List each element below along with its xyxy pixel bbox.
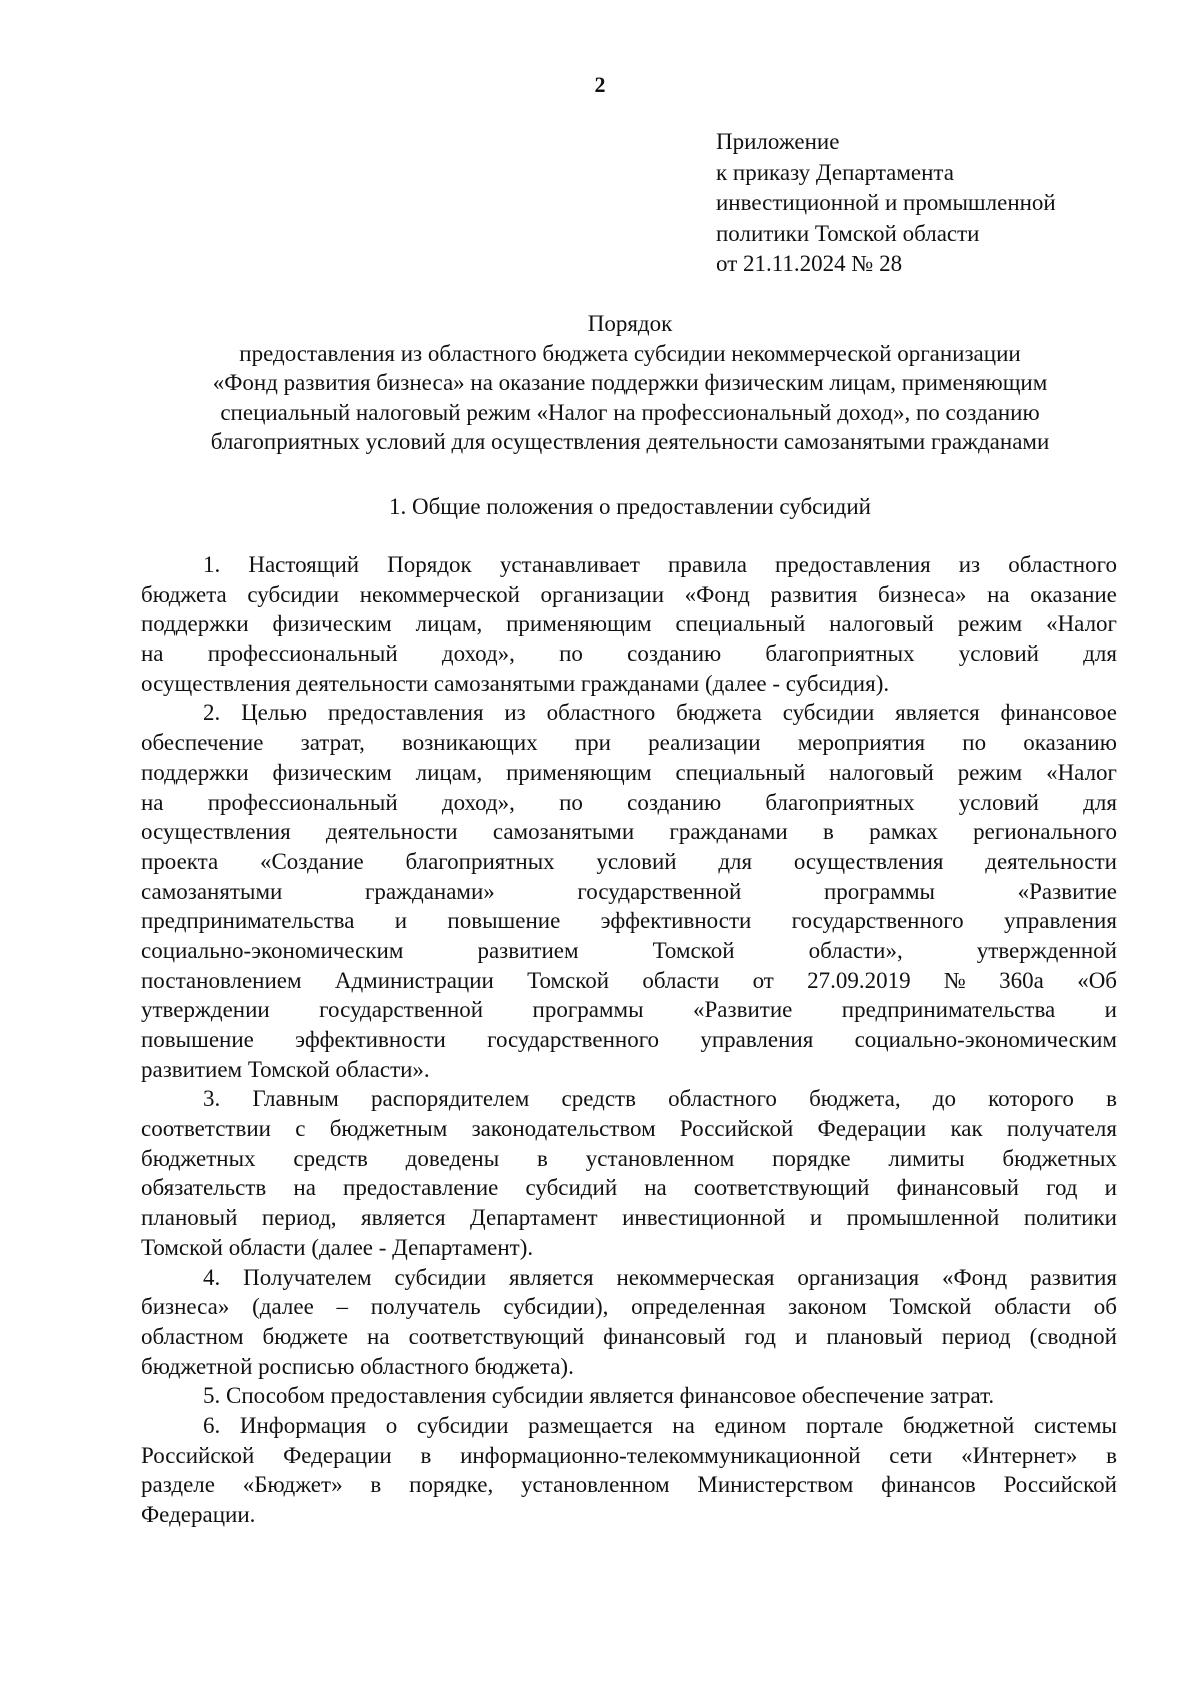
paragraph-line: предпринимательства и повышение эффективности государственного управления	[141, 908, 1117, 934]
title-line: предоставления из областного бюджета субсидии некоммерческой организации	[239, 340, 1021, 366]
paragraph-line: бюджетных средств доведены в установленном порядке лимиты бюджетных	[141, 1145, 1117, 1171]
paragraph	[141, 1381, 1117, 1411]
title-line: «Фонд развития бизнеса» на оказание поддержки физическим лицам, применяющим	[212, 370, 1048, 395]
annex-block	[716, 127, 1156, 280]
paragraph	[141, 1084, 1117, 1262]
paragraph-line: областном бюджете на соответствующий финансовый год и плановый период (сводной	[141, 1323, 1117, 1349]
paragraph-line: на профессиональный доход», по созданию благоприятных условий для	[141, 641, 1117, 667]
body-text	[141, 550, 1117, 1530]
paragraph-line: осуществления деятельности самозанятыми гражданами (далее - субсидия).	[141, 670, 890, 696]
paragraph-line: 4. Получателем субсидии является некоммерческая организация «Фонд развития	[203, 1264, 1117, 1290]
document-title	[130, 309, 1130, 457]
paragraph-line: социально-экономическим развитием Томской области», утвержденной	[141, 937, 1117, 963]
paragraph-line: Томской области (далее - Департамент).	[141, 1234, 534, 1260]
paragraph-line: Российской Федерации в информационно-телекоммуникационной сети «Интернет» в	[141, 1442, 1117, 1468]
paragraph-line: проекта «Создание благоприятных условий для осуществления деятельности	[141, 848, 1117, 874]
title-line: благоприятных условий для осуществления деятельности самозанятыми гражданами	[210, 429, 1050, 454]
paragraph	[141, 698, 1117, 1084]
paragraph-line: плановый период, является Департамент инвестиционной и промышленной политики	[141, 1205, 1117, 1231]
paragraph	[141, 1411, 1117, 1530]
paragraph-line: утверждении государственной программы «Развитие предпринимательства и	[141, 997, 1117, 1023]
paragraph-line: бюджета субсидии некоммерческой организации «Фонд развития бизнеса» на оказание	[141, 581, 1117, 607]
paragraph-line: разделе «Бюджет» в порядке, установленном Министерством финансов Российской	[141, 1472, 1117, 1498]
annex-line: к приказу Департамента	[716, 159, 954, 185]
section-heading: 1. Общие положения о предоставлении субсидий	[389, 494, 871, 519]
paragraph-line: 3. Главным распорядителем средств областного бюджета, до которого в	[203, 1086, 1117, 1112]
paragraph-line: 5. Способом предоставления субсидии является финансовое обеспечение затрат.	[203, 1383, 995, 1409]
paragraph-line: соответствии с бюджетным законодательством Российской Федерации как получателя	[141, 1116, 1117, 1142]
paragraph-line: 2. Целью предоставления из областного бюджета субсидии является финансовое	[203, 700, 1117, 726]
paragraph-line: обеспечение затрат, возникающих при реализации мероприятия по оказанию	[141, 730, 1117, 756]
paragraph-line: самозанятыми гражданами» государственной программы «Развитие	[141, 878, 1117, 904]
paragraph	[141, 1263, 1117, 1382]
paragraph-line: на профессиональный доход», по созданию благоприятных условий для	[141, 789, 1117, 815]
paragraph-line: бизнеса» (далее – получатель субсидии), определенная законом Томской области об	[141, 1294, 1117, 1320]
annex-line: от 21.11.2024 № 28	[716, 251, 903, 276]
page-number: 2	[594, 72, 606, 97]
paragraph-line: постановлением Администрации Томской области от 27.09.2019 № 360а «Об	[141, 967, 1117, 993]
paragraph	[141, 550, 1117, 698]
paragraph-line: 6. Информация о субсидии размещается на едином портале бюджетной системы	[203, 1412, 1117, 1438]
paragraph-line: бюджетной росписью областного бюджета).	[141, 1353, 574, 1379]
paragraph-line: осуществления деятельности самозанятыми гражданами в рамках регионального	[141, 819, 1117, 845]
paragraph-line: обязательств на предоставление субсидий на соответствующий финансовый год и	[141, 1175, 1117, 1201]
paragraph-line: 1. Настоящий Порядок устанавливает правила предоставления из областного	[203, 552, 1117, 577]
annex-line: политики Томской области	[716, 220, 980, 246]
paragraph-line: развитием Томской области».	[141, 1056, 430, 1082]
paragraph-line: поддержки физическим лицам, применяющим специальный налоговый режим «Налог	[141, 611, 1117, 637]
title-line: Порядок	[587, 311, 673, 336]
annex-line: инвестиционной и промышленной	[716, 190, 1056, 215]
paragraph-line: повышение эффективности государственного управления социально-экономическим	[141, 1027, 1117, 1052]
paragraph-line: поддержки физическим лицам, применяющим специальный налоговый режим «Налог	[141, 759, 1117, 785]
paragraph-line: Федерации.	[141, 1502, 256, 1527]
title-line: специальный налоговый режим «Налог на профессиональный доход», по созданию	[220, 399, 1040, 425]
annex-line: Приложение	[716, 129, 840, 154]
